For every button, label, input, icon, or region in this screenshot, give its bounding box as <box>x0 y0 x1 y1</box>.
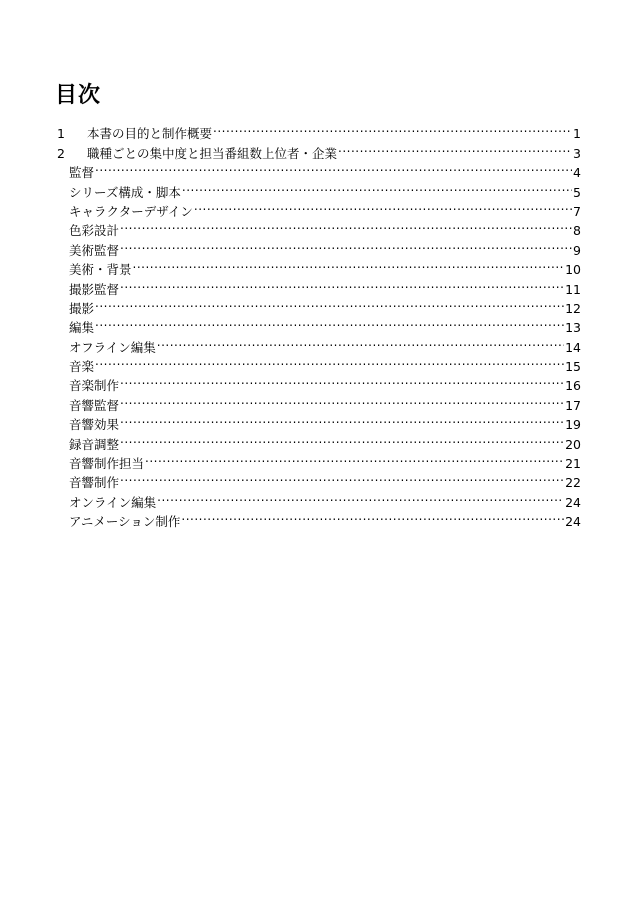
toc-dot-leader <box>95 294 564 313</box>
toc-entry-page-number: 5 <box>573 184 581 200</box>
toc-entry[interactable] <box>57 294 581 316</box>
toc-entry-page-number: 10 <box>565 262 581 278</box>
toc-entry-page-number: 12 <box>565 300 581 316</box>
toc-entry-title: 音楽 <box>69 359 95 375</box>
toc-entry[interactable] <box>57 390 581 413</box>
toc-entry-title: キャラクターデザイン <box>69 203 193 219</box>
toc-dot-leader <box>338 138 572 157</box>
toc-dot-leader <box>145 449 564 468</box>
toc-entry[interactable] <box>57 274 581 297</box>
toc-dot-leader <box>120 274 564 293</box>
toc-dot-leader <box>120 390 564 409</box>
toc-entry-page-number: 15 <box>565 359 581 375</box>
toc-entry-number: 1 <box>57 126 65 142</box>
toc-entry-title: 録音調整 <box>69 436 120 452</box>
toc-entry[interactable] <box>57 216 581 239</box>
toc-list <box>57 119 581 530</box>
toc-entry-title: 音響制作担当 <box>69 456 145 472</box>
toc-dot-leader <box>120 216 572 235</box>
toc-entry-page-number: 3 <box>573 145 581 161</box>
toc-entry-page-number: 4 <box>573 165 581 181</box>
toc-entry[interactable] <box>57 449 581 472</box>
toc-dot-leader <box>182 177 572 196</box>
toc-entry-title: シリーズ構成・脚本 <box>69 184 181 200</box>
toc-entry-page-number: 21 <box>565 456 581 472</box>
toc-entry[interactable] <box>57 371 581 394</box>
toc-entry-title: 本書の目的と制作概要 <box>87 126 213 142</box>
toc-entry-title: アニメーション制作 <box>69 514 181 530</box>
toc-entry-page-number: 20 <box>565 436 581 452</box>
toc-entry[interactable] <box>57 313 581 336</box>
toc-entry[interactable] <box>57 332 581 355</box>
toc-dot-leader <box>120 468 564 487</box>
toc-entry-title: 撮影 <box>69 300 95 316</box>
toc-dot-leader <box>95 352 564 371</box>
toc-entry-title: 監督 <box>69 165 95 181</box>
toc-entry-title: 編集 <box>69 320 95 336</box>
toc-entry-title: オフライン編集 <box>69 339 156 355</box>
toc-entry-page-number: 11 <box>565 281 581 297</box>
toc-title: 目次 <box>55 83 102 108</box>
toc-entry[interactable] <box>57 429 581 452</box>
toc-entry-title: 色彩設計 <box>69 223 120 239</box>
toc-dot-leader <box>120 429 564 448</box>
toc-entry[interactable] <box>57 255 581 278</box>
toc-entry-page-number: 24 <box>565 514 581 530</box>
toc-dot-leader <box>213 119 572 138</box>
toc-entry-page-number: 19 <box>565 417 581 433</box>
toc-entry-number: 2 <box>57 145 65 161</box>
toc-entry[interactable] <box>57 410 581 433</box>
toc-entry-title: 美術・背景 <box>69 262 132 278</box>
toc-entry-page-number: 13 <box>565 320 581 336</box>
toc-entry-page-number: 24 <box>565 494 581 510</box>
toc-dot-leader <box>95 313 564 332</box>
toc-entry-title: 音楽制作 <box>69 378 120 394</box>
toc-dot-leader <box>181 507 564 526</box>
toc-entry-title: 撮影監督 <box>69 281 120 297</box>
toc-entry-title: 美術監督 <box>69 242 120 258</box>
toc-entry[interactable] <box>57 177 581 200</box>
toc-entry[interactable] <box>57 487 581 510</box>
toc-entry[interactable] <box>57 352 581 375</box>
toc-entry-page-number: 7 <box>573 203 581 219</box>
toc-entry[interactable] <box>57 158 581 181</box>
toc-entry-page-number: 1 <box>573 126 581 142</box>
toc-dot-leader <box>133 255 565 274</box>
toc-entry-page-number: 14 <box>565 339 581 355</box>
toc-entry-page-number: 16 <box>565 378 581 394</box>
toc-dot-leader <box>157 487 564 506</box>
toc-entry-title: オンライン編集 <box>69 494 157 510</box>
toc-dot-leader <box>95 158 572 177</box>
toc-entry-title: 音響監督 <box>69 397 120 413</box>
toc-entry-title: 職種ごとの集中度と担当番組数上位者・企業 <box>87 145 338 161</box>
toc-entry-page-number: 9 <box>573 242 581 258</box>
toc-entry-page-number: 8 <box>573 223 581 239</box>
toc-entry[interactable] <box>57 235 581 258</box>
toc-dot-leader <box>120 410 564 429</box>
toc-entry[interactable] <box>57 119 581 142</box>
toc-entry-page-number: 17 <box>565 397 581 413</box>
toc-dot-leader <box>120 371 564 390</box>
toc-dot-leader <box>157 332 564 351</box>
toc-dot-leader <box>120 235 572 254</box>
toc-entry-title: 音響効果 <box>69 417 120 433</box>
toc-entry-page-number: 22 <box>565 475 581 491</box>
toc-entry[interactable] <box>57 468 581 491</box>
toc-dot-leader <box>194 197 572 216</box>
toc-entry-title: 音響制作 <box>69 475 120 491</box>
